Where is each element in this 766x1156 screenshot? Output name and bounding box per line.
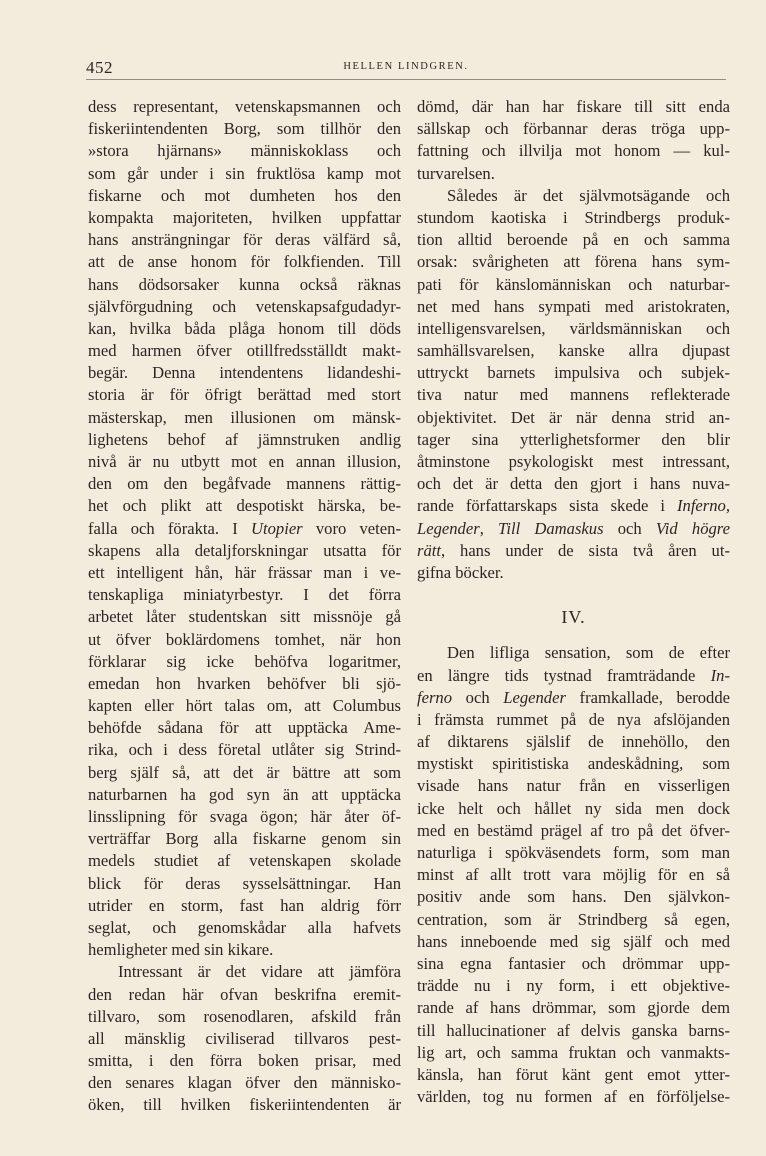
text-line: emedan hon hvarken behöfver bli sjö- xyxy=(88,673,401,693)
book-title: Utopier xyxy=(251,518,303,538)
text-line: fattning och illvilja mot honom — kul- xyxy=(417,141,730,161)
text-line: tion alltid beroende på en och samma xyxy=(417,230,730,250)
paragraph-start: Intressant är det vidare att jämföra xyxy=(118,962,401,982)
page-number: 452 xyxy=(86,58,113,77)
text-line: berg själf så, att det är bättre att som xyxy=(88,762,401,782)
book-title: Inferno, xyxy=(677,496,730,516)
running-head: HELLEN LINDGREN. xyxy=(343,61,469,72)
text-line: den redan här ofvan beskrifna eremit- xyxy=(88,984,401,1004)
text-line-with-title xyxy=(417,495,730,517)
text-fragment: framkallade, berodde xyxy=(565,687,730,707)
text-line: tiva natur med mannens reflekterade xyxy=(417,385,730,405)
text-line: och det är detta den gjort i hans nuva- xyxy=(417,474,730,494)
text-line: fiskarne och mot dumheten hos den xyxy=(88,185,401,205)
text-fragment: falla och förakta. I xyxy=(88,518,252,538)
text-line: linsslipning för svaga ögon; här åter öf- xyxy=(88,807,401,826)
text-line: den senares klagan öfver den människo- xyxy=(88,1073,401,1093)
text-line: gifna böcker. xyxy=(417,562,504,582)
text-fragment: rande författarskaps sista skede i xyxy=(417,496,677,516)
text-line: smitta, i den förra boken prisar, med xyxy=(88,1051,401,1071)
text-line: arbetet låter studentskan sitt missnöje gå xyxy=(88,607,401,627)
text-line: icke helt och hållet ny sida men dock xyxy=(417,798,730,818)
text-line: lighetens behof af jämnstruken andlig xyxy=(88,429,401,449)
text-line: hans dödsorsaker kunna också räknas xyxy=(88,274,401,294)
text-fragment: , hans under de sista två åren ut- xyxy=(440,540,730,560)
text-line: behöfde sådana för att upptäcka Ame- xyxy=(88,718,401,738)
text-fragment: och xyxy=(603,518,656,538)
text-line: kan, hvilka båda plåga honom till döds xyxy=(88,318,401,338)
text-line: af diktarens själslif de innehöllo, den xyxy=(417,732,730,752)
book-title: ferno xyxy=(417,687,453,707)
text-line: åtminstone psykologiskt mest intressant, xyxy=(417,452,730,471)
text-line: att de anse honom för folkfienden. Till xyxy=(88,252,401,272)
book-title: Legender xyxy=(503,687,566,707)
text-line: tillvaro, som rosenodlaren, afskild från xyxy=(88,1006,401,1026)
text-line: blick för deras sysselsättningar. Han xyxy=(88,873,401,893)
text-line-with-title xyxy=(417,665,730,687)
text-line: naturbarnen ha god syn än att upptäcka xyxy=(88,784,401,804)
text-line: net med hans sympati med aristokraten, xyxy=(417,296,730,316)
paragraph-start: Den lifliga sensation, som de efter xyxy=(447,643,730,663)
page-header xyxy=(86,58,726,84)
header-rule xyxy=(86,79,726,80)
text-line: samhällsvarelsen, kanske allra djupast xyxy=(417,341,730,361)
book-title: In- xyxy=(710,665,730,685)
book-title: Legender xyxy=(417,518,480,538)
text-line: hans inneboende med sig själf och med xyxy=(417,931,730,951)
text-line: naturliga i spökväsendets form, som man xyxy=(417,843,730,862)
text-line: positiv ande som hans. Den självkon- xyxy=(417,887,730,907)
text-line-with-title xyxy=(88,518,401,540)
text-line: självförgudning och vetenskapsafgudadyr- xyxy=(88,296,401,316)
text-line: seglat, och genomskådar alla hafvets xyxy=(88,917,401,937)
paragraph-start: Således är det självmotsägande och xyxy=(447,185,730,205)
text-line: sällskap och förbannar deras tröga upp- xyxy=(417,119,730,139)
book-title: Vid högre xyxy=(655,518,730,538)
text-line: verträffar Borg alla fiskarne genom sin xyxy=(88,829,401,849)
text-line: lig art, och samma fruktan och vanmakts- xyxy=(417,1042,730,1062)
text-line: uttryckt barnets impulsiva och subjek- xyxy=(417,363,730,383)
text-line: dömd, där han har fiskare till sitt enda xyxy=(417,97,730,116)
text-line: hans ansträngningar för deras välfärd så, xyxy=(88,230,401,250)
text-line: nivå är nu utbytt mot en annan illusion, xyxy=(88,452,401,471)
book-title: Till Damaskus xyxy=(498,518,604,538)
text-line: all mänsklig civiliserad tillvaros pest- xyxy=(88,1028,401,1048)
text-line: visade hans natur från en visserligen xyxy=(417,776,730,796)
text-fragment: voro veten- xyxy=(302,518,401,538)
text-line: turvarelsen. xyxy=(417,163,495,183)
text-line: öken, till hvilken fiskeriintendenten är xyxy=(88,1095,401,1115)
text-line-with-titles xyxy=(417,518,730,540)
text-line: begär. Denna intendentens lidandeshi- xyxy=(88,363,401,383)
text-line: med en bestämd prägel af tro på det öfver- xyxy=(417,820,730,840)
text-line: sina egna fantasier och drömmar upp- xyxy=(417,953,730,973)
text-line: som går under i sin fruktlösa kamp mot xyxy=(88,163,401,183)
text-fragment: en längre tids tystnad framträdande xyxy=(417,665,711,685)
text-line-with-titles xyxy=(417,687,730,709)
text-line: förklarar sig icke behöfva logaritmer, xyxy=(88,651,401,671)
text-line: centration, som är Strindberg så egen, xyxy=(417,909,730,929)
text-line: kompakta majoriteten, hvilken uppfattar xyxy=(88,207,401,227)
text-line: stundom kaotiska i Strindbergs produk- xyxy=(417,207,730,227)
text-line: ut öfver boklärdomens tomhet, när hon xyxy=(88,629,401,649)
text-fragment: , xyxy=(479,518,499,538)
book-title: rätt xyxy=(417,540,441,560)
section-heading: IV. xyxy=(561,607,586,628)
text-line: pati för känslomänniskan och naturbar- xyxy=(417,274,730,294)
left-column xyxy=(88,96,401,1117)
text-line: kapten eller hört talas om, att Columbus xyxy=(88,696,401,716)
text-line: i främsta rummet på de nya afslöjanden xyxy=(417,709,730,729)
text-line: dess representant, vetenskapsmannen och xyxy=(88,97,401,116)
text-line: medels studiet af vetenskapen skolade xyxy=(88,851,401,871)
text-line: minst af allt trott vara möjlig för en så xyxy=(417,865,730,885)
text-line: till hallucinationer af delvis ganska barns- xyxy=(417,1020,730,1040)
text-line: världen, tog nu formen af en förföljelse- xyxy=(417,1087,730,1107)
text-line: orsak: svårigheten att förena hans sym- xyxy=(417,252,730,272)
text-line: trädde nu i ny form, i ett objektive- xyxy=(417,976,730,996)
text-line: rande af hans drömmar, som gjorde dem xyxy=(417,998,730,1018)
text-line: hemligheter med sin kikare. xyxy=(88,940,274,960)
text-line: utrider en storm, fast han aldrig förr xyxy=(88,895,401,915)
text-line: »stora hjärnans» människoklass och xyxy=(88,141,401,161)
text-line: känsla, han förut känt gent emot ytter- xyxy=(417,1064,730,1084)
text-line: tager sina ytterlighetsformer den blir xyxy=(417,429,730,449)
text-fragment: och xyxy=(452,687,504,707)
text-line: objektivitet. Det är när denna strid an- xyxy=(417,407,730,427)
text-line: storia är för öfrigt berättad med stort xyxy=(88,385,401,405)
right-column xyxy=(417,96,730,1108)
text-line: fiskeriintendenten Borg, som tillhör den xyxy=(88,119,401,139)
text-line: med harmen öfver otillfredsställdt makt- xyxy=(88,341,401,361)
text-line: skapens alla detaljforskningar utsatta för xyxy=(88,540,401,560)
text-line-with-title xyxy=(417,540,730,562)
text-line: rika, och i dess företal utlåter sig Strind- xyxy=(88,740,401,760)
text-line: het och plikt att despotiskt härska, be- xyxy=(88,496,401,516)
text-line: ett intelligent hån, här frässar man i ve- xyxy=(88,562,401,582)
text-line: tenskapliga miniatyrbestyr. I det förra xyxy=(88,585,401,605)
text-line: intelligensvarelsen, världsmänniskan och xyxy=(417,318,730,338)
text-line: mästerskap, men illusionen om mänsk- xyxy=(88,407,401,427)
text-line: den om den begåfvade mannens rättig- xyxy=(88,474,401,494)
text-line: mystiskt spiritistiska andeskådning, som xyxy=(417,754,730,774)
